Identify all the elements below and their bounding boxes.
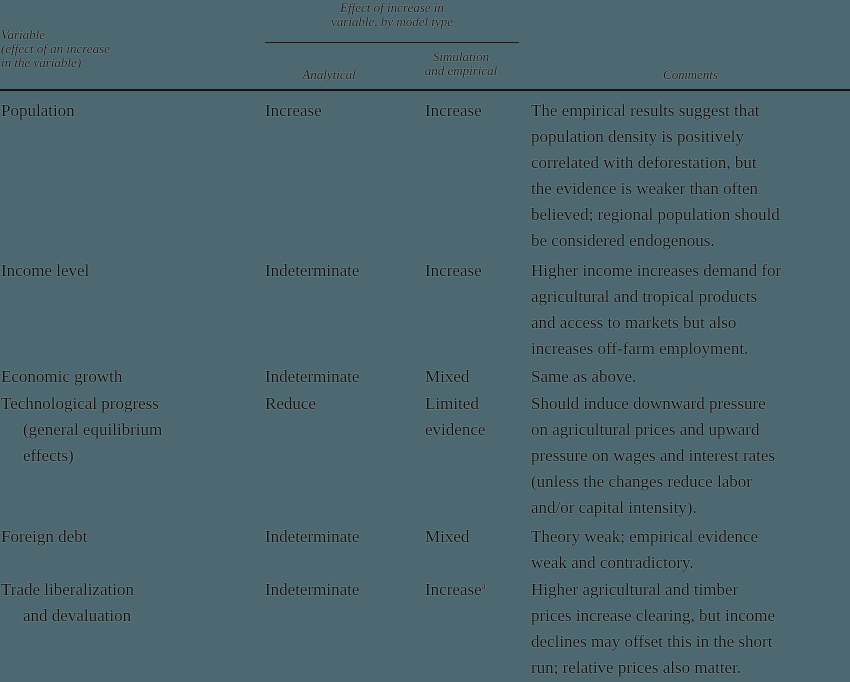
- cell-analytical: Reduce: [265, 394, 316, 413]
- comment-line: Higher income increases demand for: [531, 261, 782, 280]
- cell-simulation: [425, 258, 525, 284]
- comment-line: pressure on wages and interest rates: [531, 446, 776, 465]
- cell-comments: [531, 391, 850, 521]
- header-group-line: Effect of increase in: [340, 0, 444, 15]
- footnote-marker: a: [481, 581, 486, 591]
- comment-line: and access to markets but also: [531, 313, 737, 332]
- header-variable-line: (effect of an increase: [1, 41, 110, 56]
- header-effect-group: [264, 1, 520, 29]
- simulation-text: Mixed: [425, 367, 470, 386]
- header-comments: Comments: [663, 67, 718, 82]
- cell-analytical: Indeterminate: [265, 367, 360, 386]
- simulation-text-with-footnote: [425, 577, 525, 603]
- simulation-text: Increase: [425, 261, 482, 280]
- cell-variable: [1, 258, 256, 284]
- variable-text-continued: (general equilibrium: [23, 420, 163, 439]
- comment-line: declines may offset this in the short: [531, 632, 773, 651]
- cell-analytical: Indeterminate: [265, 580, 360, 599]
- variable-text: Technological progress: [1, 394, 159, 413]
- header-simulation-empirical: [406, 50, 516, 78]
- simulation-text: Limited: [425, 394, 479, 413]
- header-sim-line: and empirical: [424, 63, 498, 78]
- comment-line: the evidence is weaker than often: [531, 179, 759, 198]
- comment-line: correlated with deforestation, but: [531, 153, 757, 172]
- group-header-rule: [265, 42, 519, 43]
- cell-comments: [531, 98, 850, 254]
- comment-line: prices increase clearing, but income: [531, 606, 776, 625]
- comment-line: Theory weak; empirical evidence: [531, 527, 759, 546]
- cell-simulation: [425, 391, 525, 443]
- comment-line: Higher agricultural and timber: [531, 580, 739, 599]
- simulation-text: Increase: [425, 101, 482, 120]
- cell-analytical: Increase: [265, 101, 322, 120]
- comment-line: agricultural and tropical products: [531, 287, 758, 306]
- comment-line: weak and contradictory.: [531, 553, 694, 572]
- variable-text: Economic growth: [1, 367, 123, 386]
- header-analytical: Analytical: [302, 67, 356, 82]
- header-variable-line: in the variable): [1, 55, 82, 70]
- cell-variable: [1, 364, 256, 390]
- cell-simulation: [425, 364, 525, 390]
- cell-variable: [1, 577, 256, 629]
- comment-line: and/or capital intensity).: [531, 498, 697, 517]
- cell-variable: [1, 524, 256, 550]
- comment-line: (unless the changes reduce labor: [531, 472, 752, 491]
- comment-line: increases off-farm employment.: [531, 339, 749, 358]
- header-variable: [1, 28, 110, 70]
- simulation-text: Mixed: [425, 527, 470, 546]
- cell-comments: [531, 577, 850, 681]
- cell-variable: [1, 391, 256, 469]
- comment-line: The empirical results suggest that: [531, 101, 760, 120]
- comment-line: Same as above.: [531, 367, 637, 386]
- variable-text: Population: [1, 101, 75, 120]
- header-group-line: variable, by model type: [330, 14, 453, 29]
- cell-comments: [531, 258, 850, 362]
- cell-simulation: [425, 524, 525, 550]
- comment-line: be considered endogenous.: [531, 231, 715, 250]
- variable-text-continued: and devaluation: [23, 606, 132, 625]
- variable-text: Foreign debt: [1, 527, 88, 546]
- variable-text: Income level: [1, 261, 90, 280]
- variable-text: Trade liberalization: [1, 580, 134, 599]
- cell-analytical: Indeterminate: [265, 527, 360, 546]
- cell-simulation: [425, 98, 525, 124]
- cell-simulation: [425, 577, 525, 603]
- cell-comments: [531, 364, 850, 390]
- cell-comments: [531, 524, 850, 576]
- variable-text-continued: effects): [23, 446, 74, 465]
- comment-line: believed; regional population should: [531, 205, 780, 224]
- header-sim-line: Simulation: [432, 49, 490, 64]
- simulation-text: Increase: [425, 580, 482, 599]
- comment-line: run; relative prices also matter.: [531, 658, 742, 677]
- header-variable-line: Variable: [1, 27, 46, 42]
- comment-line: on agricultural prices and upward: [531, 420, 760, 439]
- cell-analytical: Indeterminate: [265, 261, 360, 280]
- simulation-text: evidence: [425, 420, 486, 439]
- cell-variable: [1, 98, 256, 124]
- comment-line: population density is positively: [531, 127, 744, 146]
- header-rule: [0, 89, 850, 91]
- comment-line: Should induce downward pressure: [531, 394, 766, 413]
